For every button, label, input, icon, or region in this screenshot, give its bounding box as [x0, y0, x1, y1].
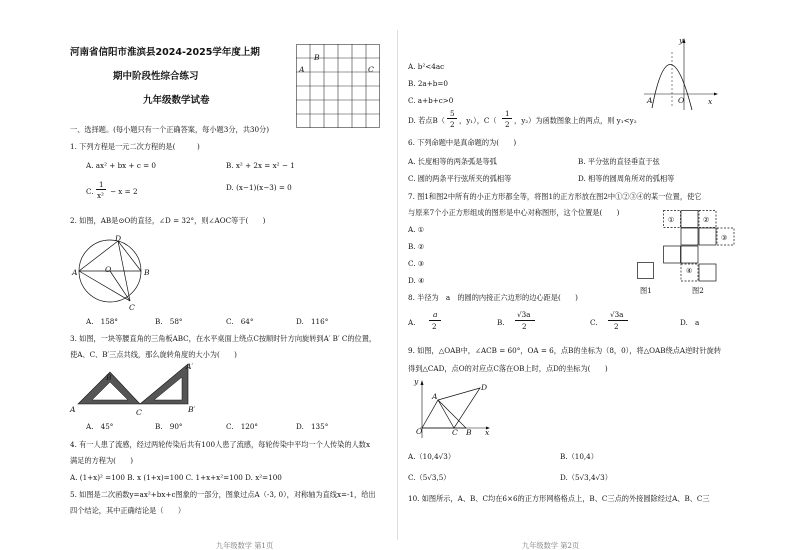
q5-option-d-den2: 2	[505, 120, 510, 129]
q9-axis-x: x	[485, 428, 490, 437]
q4-line-1: 4. 有一人患了流感，经过两轮传染后共有100人患了流感，每轮传染中平均一个人传染的人数x	[70, 440, 371, 449]
title-line-3: 九年级数学试卷	[143, 95, 210, 106]
q3-triangles-figure	[74, 362, 194, 412]
grid-label-a: A	[299, 65, 305, 74]
q1-option-b: B. x² + 2x = x² − 1	[226, 161, 295, 170]
q1-option-a: A. ax² + bx + c = 0	[86, 161, 157, 170]
q3-option-a: A. 45°	[86, 422, 114, 431]
footer-left: 九年级数学 第1页	[216, 541, 274, 550]
q5-axis-y: y	[679, 36, 684, 45]
q5-option-d-num1: 5	[450, 109, 455, 118]
q2-label-a: A	[72, 268, 78, 277]
q10-line-1: 10. 如图所示，A、B、C均在6×6的正方形网格格点上，B、C三点的外接圆除经过A、B、C三	[408, 494, 710, 503]
q9-label-d: D	[481, 383, 488, 392]
q1-option-c-post: − x = 2	[110, 187, 138, 196]
q8-option-d: D. a	[680, 318, 700, 327]
title-line-1: 河南省信阳市淮滨县2024-2025学年度上期	[70, 47, 260, 58]
q6-option-d: D. 相等的圆周角所对的弧相等	[578, 174, 675, 183]
page-divider	[397, 30, 398, 540]
q8-option-b-prefix: B.	[497, 318, 505, 327]
q8-stem: 8. 半径为 a 的圆的内接正六边形的边心距是( )	[408, 293, 578, 302]
q8-option-c-num: √3a	[610, 310, 624, 319]
q9-label-o: O	[416, 427, 423, 436]
q7-line-1: 7. 图1和图2中所有的小正方形都全等，将图1的正方形放在图2中①②③④的某一位置，使它	[408, 192, 702, 201]
q5-option-d-num2: 1	[505, 109, 510, 118]
q3-label-a: A	[70, 405, 76, 414]
q9-axis-y: y	[414, 377, 419, 386]
q3-label-a-prime: A′	[186, 362, 194, 371]
q9-label-c: C	[452, 428, 458, 437]
q3-label-b: B	[106, 373, 112, 382]
q5-option-d-prefix: D. 若点B（	[408, 116, 445, 125]
q6-option-c: C. 圆的两条平行弦所夹的弧相等	[408, 174, 512, 183]
q9-line-2: 得到△CAD，点O的对应点C落在OB上时，点D的坐标为( )	[408, 364, 608, 373]
q1-option-d: D. (x−1)(x−3) = 0	[226, 183, 292, 192]
q5-origin: O	[678, 96, 685, 105]
q1-option-c-num: 1	[99, 180, 104, 189]
q8-option-a-den: 2	[432, 322, 437, 331]
q8-fraction-bar-c	[608, 320, 628, 321]
q4-line-2: 满足的方程为( )	[70, 456, 134, 465]
q7-mark-4: ④	[686, 266, 693, 275]
q2-option-c: C. 64°	[226, 317, 254, 326]
q2-label-o: O	[105, 265, 112, 274]
q7-figure-1	[637, 262, 655, 280]
q3-label-c: C	[136, 408, 142, 417]
q6-option-b: B. 平分弦的直径垂直于弦	[578, 157, 660, 166]
q7-mark-2: ②	[703, 215, 710, 224]
section-1-heading: 一、选择题。(每小题只有一个正确答案，每小题3分，共30分)	[70, 125, 270, 134]
q6-option-a: A. 长度相等的两条弧是等弧	[408, 157, 497, 166]
q1-option-c-den: x²	[97, 191, 104, 200]
q2-label-d: D	[115, 234, 122, 243]
q2-option-b: B. 58°	[155, 317, 183, 326]
q5-fraction-bar-1	[447, 118, 457, 119]
q3-option-b: B. 90°	[155, 422, 183, 431]
q2-circle-figure	[78, 238, 150, 310]
q5-line-2: 四个结论，其中正确结论是（ ）	[70, 506, 186, 515]
q7-option-a: A. ①	[408, 225, 425, 234]
q7-option-c: C. ③	[408, 259, 425, 268]
q7-mark-3: ③	[721, 233, 728, 242]
q5-option-b: B. 2a+b=0	[408, 79, 448, 88]
q9-option-c: C.（5√3,5）	[408, 473, 451, 482]
q3-line-1: 3. 如图，一块等腰直角的三角板ABC，在水平桌面上绕点C按顺时针方向旋转到A′ B′ C的位置，	[70, 334, 377, 343]
q8-option-c-den: 2	[614, 322, 619, 331]
q6-stem: 6. 下列命题中是真命题的为( )	[408, 138, 517, 147]
q5-option-d-mid: ，y₁），C（	[459, 116, 497, 125]
q4-options: A. (1+x)² =100 B. x (1+x)=100 C. 1+x+x²=100 D. x²=100	[70, 473, 282, 482]
q7-figure-1-caption: 图1	[640, 286, 652, 295]
q8-fraction-bar-a	[429, 320, 441, 321]
grid-figure	[296, 44, 380, 128]
title-line-2: 期中阶段性综合练习	[113, 71, 199, 82]
q5-option-a: A. b²<4ac	[408, 62, 445, 71]
q7-option-b: B. ②	[408, 242, 425, 251]
q8-option-a-prefix: A.	[408, 318, 416, 327]
q1-option-c-prefix: C.	[86, 187, 94, 196]
q5-fraction-bar-2	[502, 118, 512, 119]
q5-option-c: C. a+b+c>0	[408, 96, 454, 105]
q3-line-2: 使A、C、B′三点共线，那么旋转角度的大小为( )	[70, 350, 237, 359]
q5-point-a: A	[647, 96, 653, 105]
footer-right: 九年级数学 第2页	[522, 541, 580, 550]
q5-axis-x: x	[708, 97, 713, 106]
q1-fraction-bar	[96, 189, 106, 190]
q8-option-a-num: a	[433, 310, 438, 319]
q9-line-1: 9. 如图，△OAB中，∠ACB = 60°，OA = 6，点B的坐标为（8，0），将△OAB绕点A逆时针旋转	[408, 346, 722, 355]
q2-stem: 2. 如图，AB是⊙O的直径，∠D = 32°，则∠AOC等于( )	[70, 216, 266, 225]
q8-fraction-bar-b	[515, 320, 535, 321]
q2-option-d: D. 116°	[296, 317, 329, 326]
q8-option-c-prefix: C.	[590, 318, 598, 327]
q2-label-b: B	[144, 268, 150, 277]
q5-option-d-post: ，y₂）为函数图象上的两点，则 y₁<y₂	[514, 116, 637, 125]
q9-option-d: D.（5√3,4√3）	[560, 473, 612, 482]
q5-option-d-den1: 2	[450, 120, 455, 129]
q9-label-b: B	[466, 428, 472, 437]
q1-stem: 1. 下列方程是一元二次方程的是( )	[70, 142, 200, 151]
q7-mark-1: ①	[668, 215, 675, 224]
q9-option-b: B.（10,4）	[560, 452, 598, 461]
grid-label-c: C	[368, 65, 374, 74]
q9-label-a: A	[432, 392, 438, 401]
q8-option-b-num: √3a	[517, 310, 531, 319]
q7-line-2: 与原来7个小正方形组成的图形是中心对称图形，这个位置是( )	[408, 208, 620, 217]
q3-option-c: C. 120°	[226, 422, 259, 431]
q2-label-c: C	[129, 303, 135, 312]
q8-option-b-den: 2	[522, 322, 527, 331]
q5-line-1: 5. 如图是二次函数y=ax²+bx+c图象的一部分，图象过点A（-3, 0），对称轴为直线x=-1，给出	[70, 490, 376, 499]
q2-option-a: A. 158°	[86, 317, 118, 326]
grid-label-b: B	[314, 53, 320, 62]
q3-option-d: D. 135°	[296, 422, 329, 431]
q7-option-d: D. ④	[408, 276, 425, 285]
q7-figure-2-caption: 图2	[692, 286, 704, 295]
q9-option-a: A.（10,4√3）	[408, 452, 456, 461]
q3-label-b-prime: B′	[188, 405, 196, 414]
